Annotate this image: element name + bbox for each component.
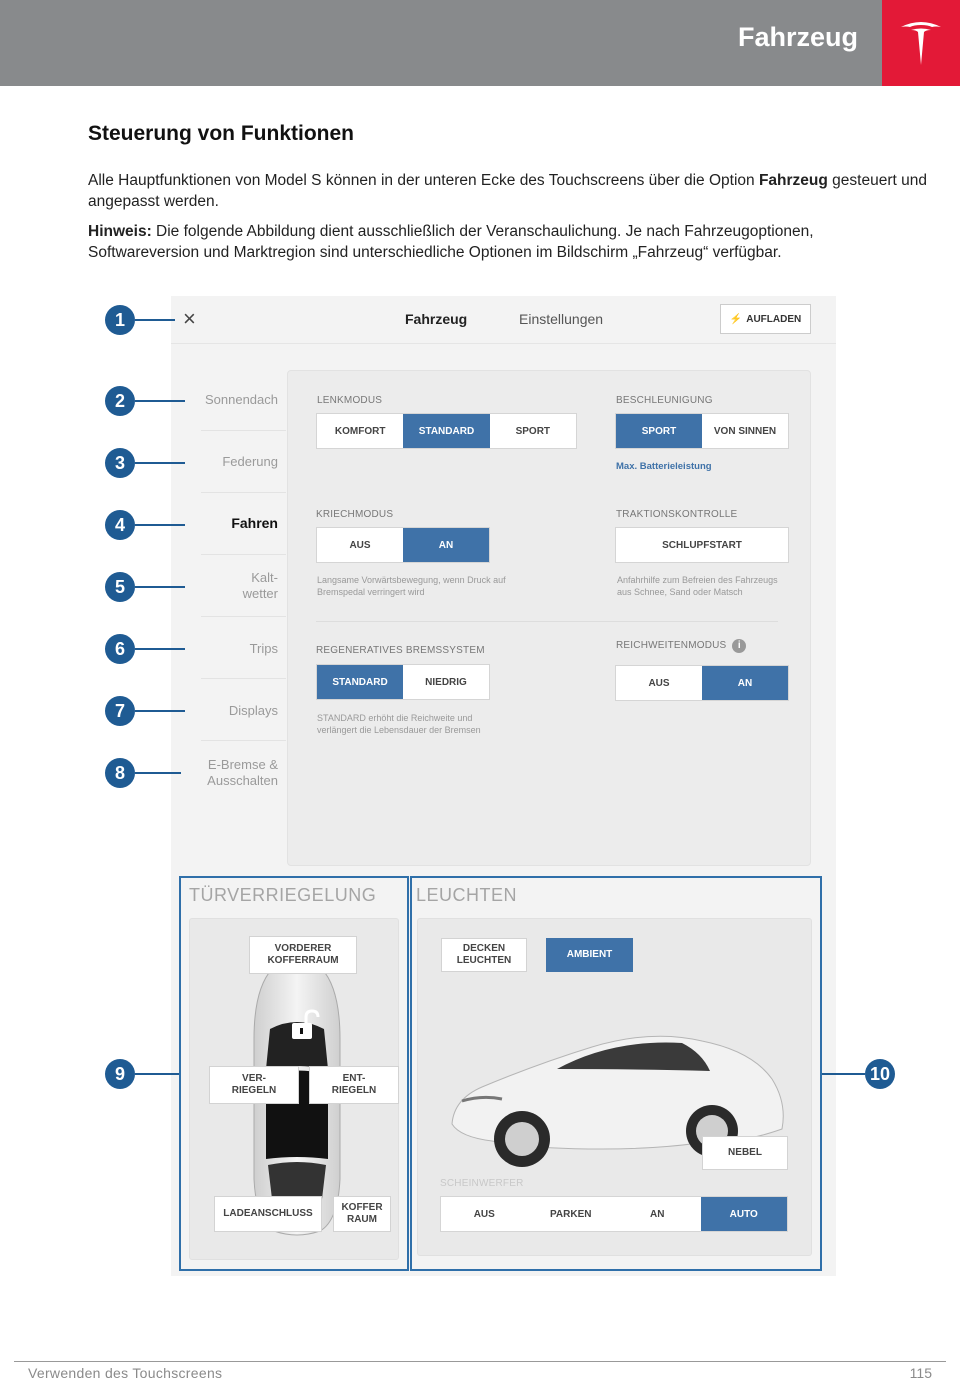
note-paragraph: Hinweis: Die folgende Abbildung dient ausschließlich der Veranschaulichung. Je nach Fahrzeugoptionen, Softwareversion und Marktregion sind unterschiedliche Optionen im Bildschirm „Fahrzeug“ verfügbar.	[88, 223, 814, 261]
headlights-label: SCHEINWERFER	[440, 1178, 524, 1189]
divider	[201, 430, 286, 431]
slip-start-button[interactable]: SCHLUPFSTART	[662, 539, 742, 551]
charge-port-button[interactable]: LADEANSCHLUSS	[214, 1196, 322, 1232]
regen-note: STANDARD erhöht die Reichweite und verlängert die Lebensdauer der Bremsen	[317, 713, 481, 735]
page-header	[0, 0, 960, 86]
callout-marker: 7	[105, 696, 135, 726]
callout-line	[135, 1073, 179, 1075]
lights-highlight	[410, 876, 822, 1271]
footer-divider	[14, 1361, 946, 1362]
tesla-logo	[882, 0, 960, 86]
footer-section-label: Verwenden des Touchscreens	[28, 1365, 223, 1381]
callout-marker: 9	[105, 1059, 135, 1089]
callout-line	[135, 648, 185, 650]
header-title: Fahrzeug	[737, 22, 858, 52]
callout-marker: 2	[105, 386, 135, 416]
steering-standard-option[interactable]: STANDARD	[403, 414, 489, 448]
tab-vehicle[interactable]: Fahrzeug	[405, 311, 468, 327]
divider	[201, 616, 286, 617]
acceleration-ludicrous-option[interactable]: VON SINNEN	[713, 425, 777, 437]
section-heading: Steuerung von Funktionen	[88, 122, 354, 145]
divider	[201, 554, 286, 555]
ambient-lights-button[interactable]: AMBIENT	[546, 938, 633, 972]
callout-marker: 8	[105, 758, 135, 788]
callout-marker: 1	[105, 305, 135, 335]
headlights-parking-option[interactable]: PARKEN	[550, 1208, 592, 1220]
headlights-off-option[interactable]: AUS	[473, 1208, 495, 1220]
headlights-auto-option[interactable]: AUTO	[701, 1197, 788, 1231]
range-mode-selector	[615, 665, 789, 701]
callout-marker: 4	[105, 510, 135, 540]
acceleration-selector	[615, 413, 789, 449]
creep-on-option[interactable]: AN	[403, 528, 489, 562]
lock-button[interactable]: VER- RIEGELN	[209, 1066, 299, 1104]
regen-low-option[interactable]: NIEDRIG	[425, 676, 467, 688]
info-icon[interactable]: i	[732, 639, 746, 653]
callout-line	[135, 586, 185, 588]
steering-sport-option[interactable]: SPORT	[515, 425, 551, 437]
door-locks-title: TÜRVERRIEGELUNG	[189, 885, 377, 905]
tab-settings[interactable]: Einstellungen	[519, 311, 604, 327]
callout-line	[135, 319, 175, 321]
sidebar-item-ebrake[interactable]: E-Bremse & Ausschalten	[207, 757, 278, 788]
callout-line	[822, 1073, 865, 1075]
callout-marker: 5	[105, 572, 135, 602]
sidebar-item-suspension[interactable]: Federung	[222, 454, 278, 469]
steering-mode-label: LENKMODUS	[317, 395, 383, 406]
screen-header	[171, 296, 836, 344]
traction-control-selector	[615, 527, 789, 563]
traction-note: Anfahrhilfe zum Befreien des Fahrzeugs aus Schnee, Sand oder Matsch	[617, 575, 778, 597]
traction-control-label: TRAKTIONSKONTROLLE	[616, 509, 738, 520]
range-off-option[interactable]: AUS	[648, 677, 670, 689]
headlights-on-option[interactable]: AN	[650, 1208, 665, 1220]
divider	[316, 621, 778, 622]
acceleration-sport-option[interactable]: SPORT	[616, 414, 702, 448]
divider	[201, 492, 286, 493]
callout-line	[135, 400, 185, 402]
ceiling-lights-button[interactable]: DECKEN LEUCHTEN	[441, 938, 527, 972]
sidebar-item-cold-weather[interactable]: Kalt- wetter	[242, 570, 278, 601]
charge-button[interactable]: ⚡ AUFLADEN	[720, 304, 811, 334]
fog-lights-button[interactable]: NEBEL	[702, 1136, 788, 1170]
creep-mode-selector	[316, 527, 490, 563]
steering-mode-selector	[316, 413, 577, 449]
sidebar	[171, 344, 286, 864]
unlock-button[interactable]: ENT- RIEGELN	[309, 1066, 399, 1104]
callout-marker: 3	[105, 448, 135, 478]
callout-line	[135, 772, 181, 774]
rear-trunk-button[interactable]: KOFFER RAUM	[333, 1196, 391, 1232]
regen-braking-label: REGENERATIVES BREMSSYSTEM	[316, 645, 485, 656]
steering-comfort-option[interactable]: KOMFORT	[334, 425, 386, 437]
callout-line	[135, 462, 185, 464]
max-battery-link[interactable]: Max. Batterieleistung	[616, 461, 712, 472]
callout-line	[135, 524, 185, 526]
sidebar-item-displays[interactable]: Displays	[228, 703, 278, 718]
intro-paragraph: Alle Hauptfunktionen von Model S können in der unteren Ecke des Touchscreens über die Option Fahrzeug gesteuert und angepasst werden.	[88, 172, 927, 210]
divider	[201, 678, 286, 679]
creep-mode-label: KRIECHMODUS	[316, 509, 394, 520]
sidebar-item-driving[interactable]: Fahren	[231, 515, 278, 531]
callout-line	[135, 710, 185, 712]
callout-marker: 6	[105, 634, 135, 664]
acceleration-label: BESCHLEUNIGUNG	[616, 395, 713, 406]
range-mode-label: REICHWEITENMODUS i	[616, 639, 746, 653]
close-icon[interactable]: ×	[183, 306, 196, 331]
divider	[201, 740, 286, 741]
front-trunk-button[interactable]: VORDERER KOFFERRAUM	[249, 936, 357, 974]
creep-note: Langsame Vorwärtsbewegung, wenn Druck auf Bremspedal verringert wird	[317, 575, 506, 597]
regen-standard-option[interactable]: STANDARD	[317, 665, 403, 699]
door-locks-highlight	[179, 876, 409, 1271]
sidebar-item-sunroof[interactable]: Sonnendach	[204, 392, 278, 407]
range-on-option[interactable]: AN	[702, 666, 788, 700]
sidebar-item-trips[interactable]: Trips	[249, 641, 278, 656]
callout-marker: 10	[865, 1059, 895, 1089]
creep-off-option[interactable]: AUS	[349, 539, 371, 551]
page-number: 115	[909, 1365, 932, 1381]
regen-braking-selector	[316, 664, 490, 700]
driving-panel	[287, 370, 811, 866]
lights-title: LEUCHTEN	[416, 885, 518, 905]
plug-icon: ⚡	[729, 313, 743, 325]
